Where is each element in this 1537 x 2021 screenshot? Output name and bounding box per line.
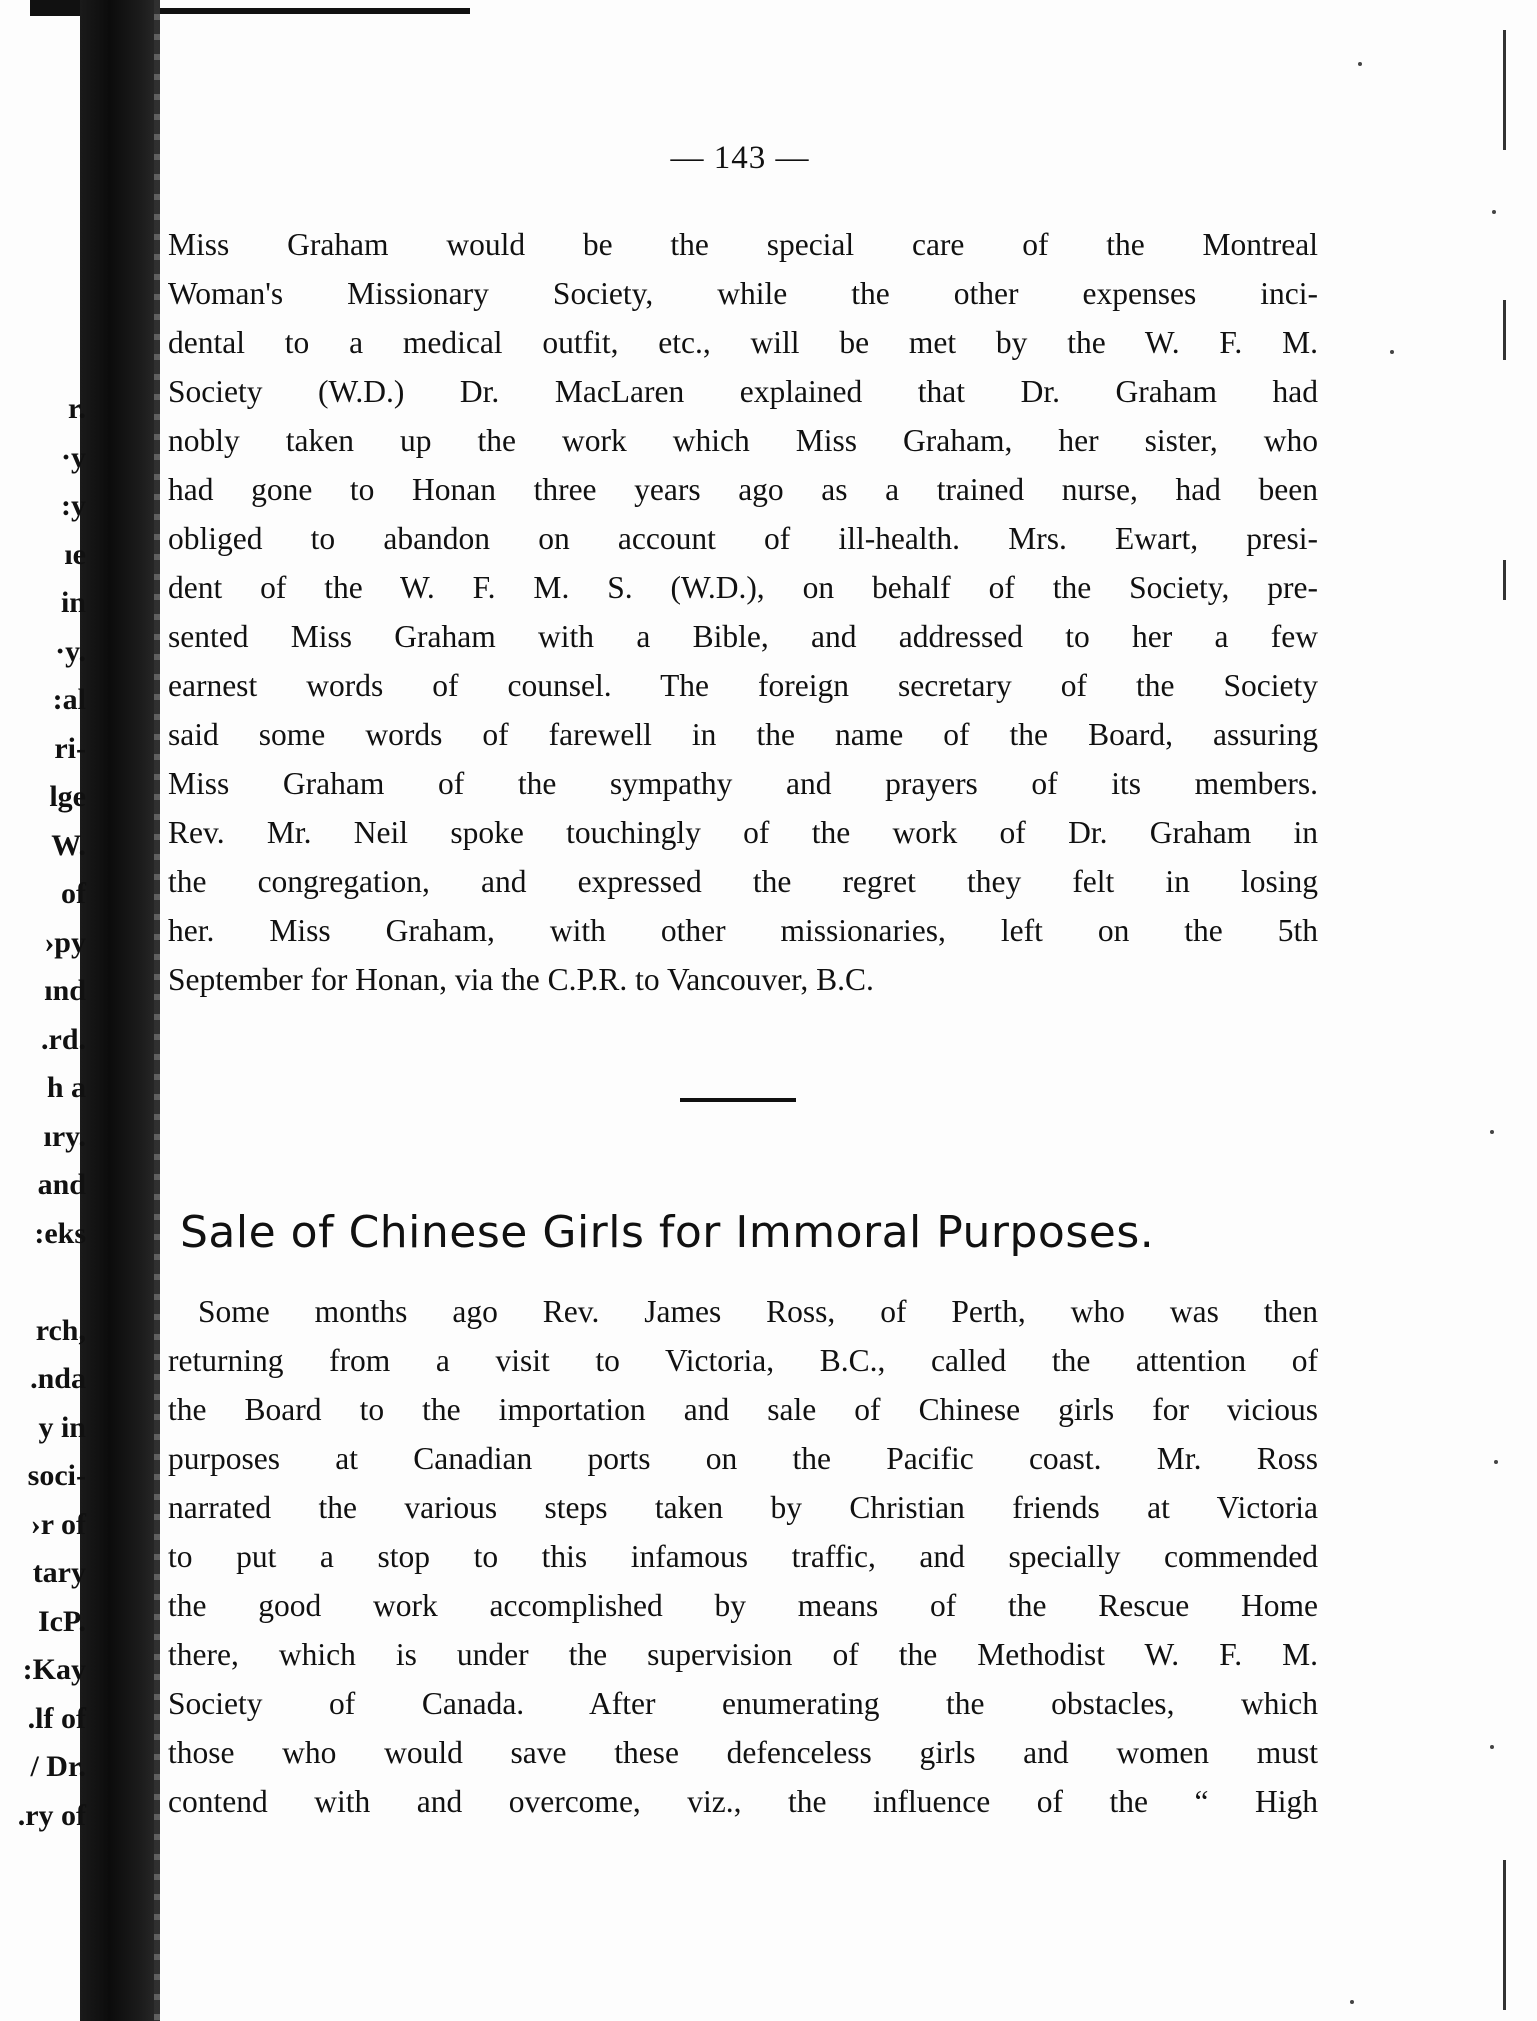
text-line: Miss Graham of the sympathy and prayers of its members. [168,766,1318,801]
binding-gutter-shadow [80,0,160,2021]
margin-fragment: .ry of [17,1798,86,1832]
right-edge-mark [1503,1860,1506,2010]
text-line: Miss Graham would be the special care of the Montreal [168,227,1318,262]
text-line: the congregation, and expressed the regret they felt in losing [168,864,1318,899]
margin-fragment: W. [51,828,86,862]
text-line: contend with and overcome, viz., the influence of the “ High [168,1784,1318,1819]
margin-fragment: ·y [60,440,86,474]
margin-fragment: and [37,1168,86,1201]
text-line: Some months ago Rev. James Ross, of Perth, who was then [198,1294,1318,1329]
margin-fragment: lge [49,780,86,813]
text-line: obliged to abandon on account of ill-health. Mrs. Ewart, presi- [168,521,1318,556]
text-line: dental to a medical outfit, etc., will be met by the W. F. M. [168,325,1318,360]
margin-fragment: .rd. [41,1022,86,1056]
margin-fragment: rch, [35,1313,86,1347]
scan-speck [1490,1745,1494,1749]
text-line: those who would save these defenceless girls and women must [168,1735,1318,1770]
margin-fragment: of [61,877,86,910]
margin-fragment: ·y. [55,634,86,668]
margin-fragment: ›py [44,925,86,959]
text-line: the good work accomplished by means of the Rescue Home [168,1588,1318,1623]
text-line: Rev. Mr. Neil spoke touchingly of the work of Dr. Graham in [168,815,1318,850]
binding-gutter-edge [154,0,160,2021]
margin-fragment: ıry. [43,1119,86,1153]
right-edge-mark [1503,300,1506,360]
scan-speck [1350,2000,1354,2004]
text-line: nobly taken up the work which Miss Graham, her sister, who [168,423,1318,458]
margin-fragment: in [60,586,86,619]
text-line: earnest words of counsel. The foreign secretary of the Society [168,668,1318,703]
margin-fragment: ri- [54,731,86,765]
page-number: — 143 — [670,140,810,176]
right-edge-mark [1503,30,1506,150]
text-line: sented Miss Graham with a Bible, and addressed to her a few [168,619,1318,654]
text-line: returning from a visit to Victoria, B.C., called the attention of [168,1343,1318,1378]
scan-speck [1390,350,1394,354]
text-line: to put a stop to this infamous traffic, and specially commended [168,1539,1318,1574]
left-margin-bleed-text [0,385,92,1840]
margin-fragment: h a [46,1071,86,1104]
text-line: dent of the W. F. M. S. (W.D.), on behalf of the Society, pre- [168,570,1318,605]
right-edge-mark [1503,560,1506,600]
margin-fragment: / Dr. [30,1750,86,1783]
text-line: there, which is under the supervision of the Methodist W. F. M. [168,1637,1318,1672]
margin-fragment: .nda [30,1362,86,1395]
margin-fragment: IcP. [37,1604,86,1638]
text-line: the Board to the importation and sale of Chinese girls for vicious [168,1392,1318,1427]
margin-fragment: soci- [27,1459,86,1492]
margin-fragment: :eks [34,1216,86,1250]
paragraph-chinese-girls [168,1287,1318,1826]
margin-fragment: y in [38,1410,86,1444]
text-line: Society (W.D.) Dr. MacLaren explained that Dr. Graham had [168,374,1318,409]
margin-fragment: :al [52,683,86,716]
scan-speck [1490,1130,1494,1134]
margin-fragment: .lf of [27,1701,86,1735]
text-line: Society of Canada. After enumerating the obstacles, which [168,1686,1318,1721]
text-line: Woman's Missionary Society, while the other expenses inci- [168,276,1318,311]
margin-fragment: tary [32,1556,86,1589]
text-line: narrated the various steps taken by Christian friends at Victoria [168,1490,1318,1525]
margin-fragment [0,1258,92,1307]
margin-fragment: ›r of [30,1507,86,1541]
text-line: September for Honan, via the C.P.R. to Vancouver, B.C. [168,962,874,997]
section-divider [680,1098,796,1102]
scan-speck [1492,210,1496,214]
margin-fragment: ıe [64,537,86,571]
section-heading: Sale of Chinese Girls for Immoral Purposes. [180,1207,1155,1258]
text-line: said some words of farewell in the name of the Board, assuring [168,717,1318,752]
text-line: purposes at Canadian ports on the Pacific coast. Mr. Ross [168,1441,1318,1476]
text-line: had gone to Honan three years ago as a trained nurse, had been [168,472,1318,507]
text-line: her. Miss Graham, with other missionaries, left on the 5th [168,913,1318,948]
paragraph-missionary-farewell [168,220,1318,1004]
scan-speck [1358,62,1362,66]
margin-fragment: r. [67,392,86,425]
margin-fragment: ınd [44,974,86,1007]
margin-fragment: :y [61,489,86,522]
margin-fragment: :Kay [22,1653,86,1686]
scan-speck [1494,1460,1498,1464]
